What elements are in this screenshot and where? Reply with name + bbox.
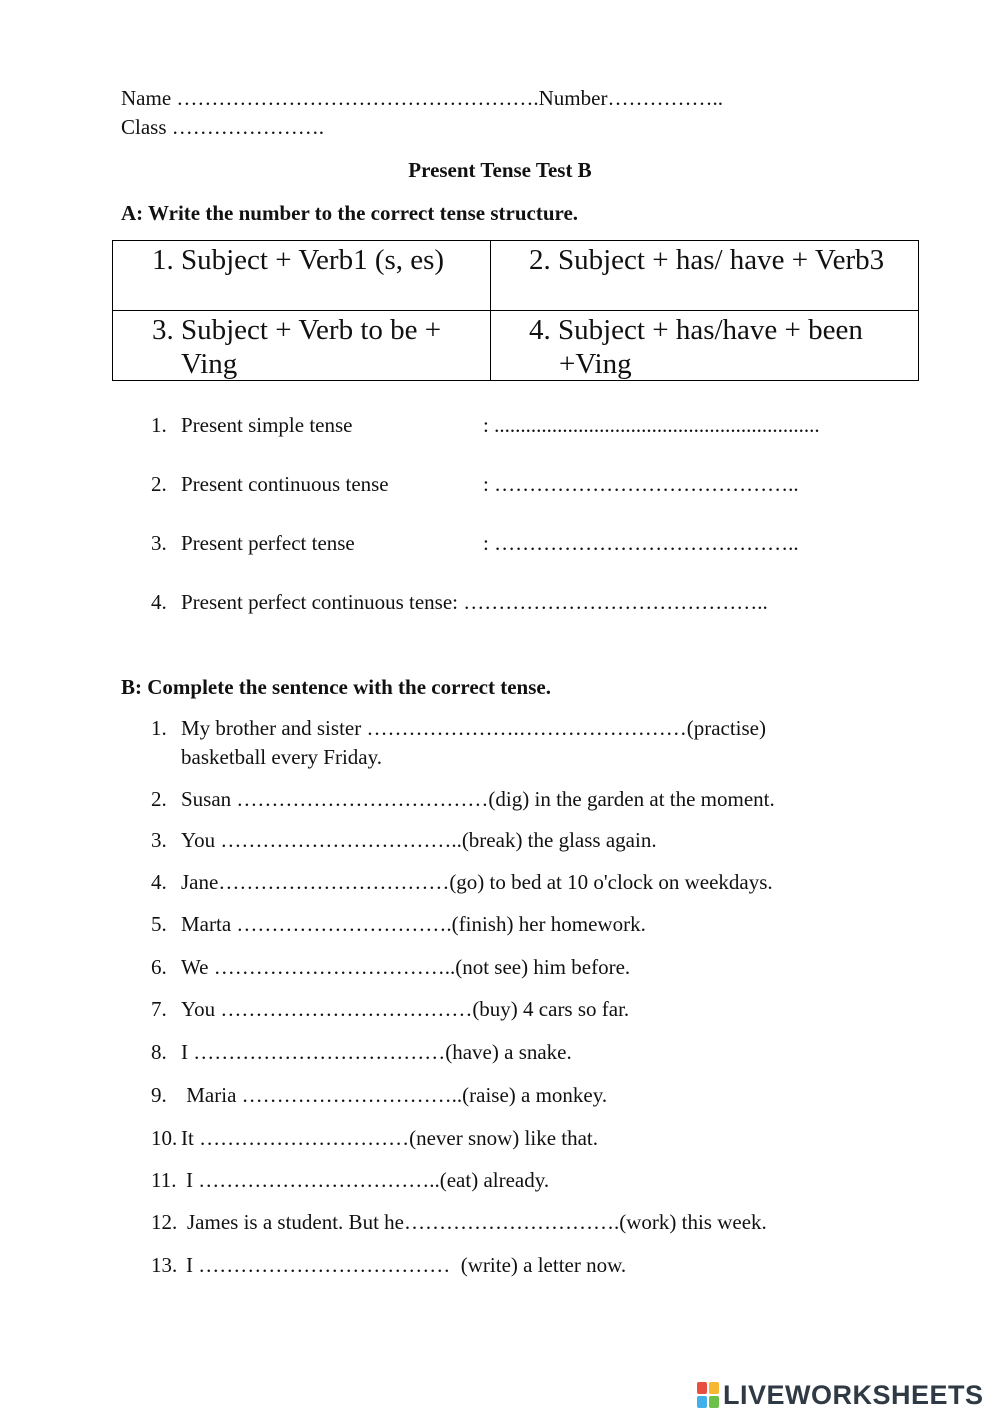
b-sentence-number: 9. — [151, 1083, 167, 1107]
b-sentence-number: 11. — [151, 1168, 177, 1192]
b-sentence[interactable]: James is a student. But he………………………….(work) this week. — [187, 1210, 767, 1234]
b-sentence[interactable]: I ………………………………(have) a snake. — [181, 1040, 572, 1064]
b-sentence-number: 8. — [151, 1040, 167, 1064]
section-a-heading: A: Write the number to the correct tense structure. — [121, 201, 579, 225]
a-item-number: 4. — [151, 590, 167, 614]
b-sentence-number: 2. — [151, 787, 167, 811]
b-sentence[interactable]: Jane……………………………(go) to bed at 10 o'clock on weekdays. — [181, 870, 773, 894]
b-sentence[interactable]: I ……………………………..(eat) already. — [186, 1168, 550, 1192]
b-sentence[interactable]: You ………………………………(buy) 4 cars so far. — [181, 997, 630, 1021]
b-sentence[interactable]: My brother and sister ………………….……………………(practise) — [181, 716, 766, 740]
a-item-label: Present continuous tense — [181, 472, 389, 496]
b-sentence-number: 5. — [151, 912, 167, 936]
b-sentence-cont: basketball every Friday. — [181, 745, 382, 769]
b-sentence-number: 6. — [151, 955, 167, 979]
b-sentence[interactable]: You ……………………………..(break) the glass again. — [181, 828, 657, 852]
b-sentence[interactable]: Maria …………………………..(raise) a monkey. — [181, 1083, 608, 1107]
a-item-number: 1. — [151, 413, 167, 437]
structure-cell-4: 4. Subject + has/have + been — [529, 314, 863, 346]
structure-cell-4-cont: +Ving — [559, 348, 632, 380]
structure-cell-1: 1. Subject + Verb1 (s, es) — [152, 244, 445, 276]
structure-cell-2: 2. Subject + has/ have + Verb3 — [529, 244, 885, 276]
b-sentence[interactable]: Susan ………………………………(dig) in the garden at the moment. — [181, 787, 775, 811]
a-item-answer-field[interactable]: : …………………………………….. — [483, 531, 799, 555]
b-sentence[interactable]: Marta ………………………….(finish) her homework. — [181, 912, 646, 936]
a-item-answer-field[interactable]: : …………………………………….. — [483, 472, 799, 496]
b-sentence[interactable]: It …………………………(never snow) like that. — [181, 1126, 599, 1150]
b-sentence-number: 7. — [151, 997, 167, 1021]
section-b-heading: B: Complete the sentence with the correct tense. — [121, 675, 551, 699]
logo-text: LIVEWORKSHEETS — [723, 1379, 984, 1410]
logo-mark-icon — [697, 1382, 719, 1408]
b-sentence[interactable]: We ……………………………..(not see) him before. — [181, 955, 631, 979]
a-item-number: 3. — [151, 531, 167, 555]
b-sentence[interactable]: I ……………………………… (write) a letter now. — [186, 1253, 627, 1277]
a-item-number: 2. — [151, 472, 167, 496]
name-number-line: Name …………………………………………….Number…………….. — [121, 86, 723, 110]
a-item-label: Present simple tense — [181, 413, 353, 437]
structure-cell-3-cont: Ving — [181, 348, 238, 380]
liveworksheets-logo[interactable] — [697, 1378, 997, 1412]
b-sentence-number: 10. — [151, 1126, 178, 1150]
a-item-answer-field[interactable]: : .............................................................. — [483, 413, 820, 437]
b-sentence-number: 1. — [151, 716, 167, 740]
page-title: Present Tense Test B — [408, 158, 592, 182]
a-item-label-with-answer[interactable]: Present perfect continuous tense: …………………………………….. — [181, 590, 768, 614]
b-sentence-number: 12. — [151, 1210, 178, 1234]
a-item-label: Present perfect tense — [181, 531, 355, 555]
b-sentence-number: 13. — [151, 1253, 178, 1277]
structure-cell-3: 3. Subject + Verb to be + — [152, 314, 442, 346]
b-sentence-number: 4. — [151, 870, 167, 894]
class-line: Class …………………. — [121, 115, 325, 139]
table-divider-horizontal — [113, 310, 918, 311]
b-sentence-number: 3. — [151, 828, 167, 852]
